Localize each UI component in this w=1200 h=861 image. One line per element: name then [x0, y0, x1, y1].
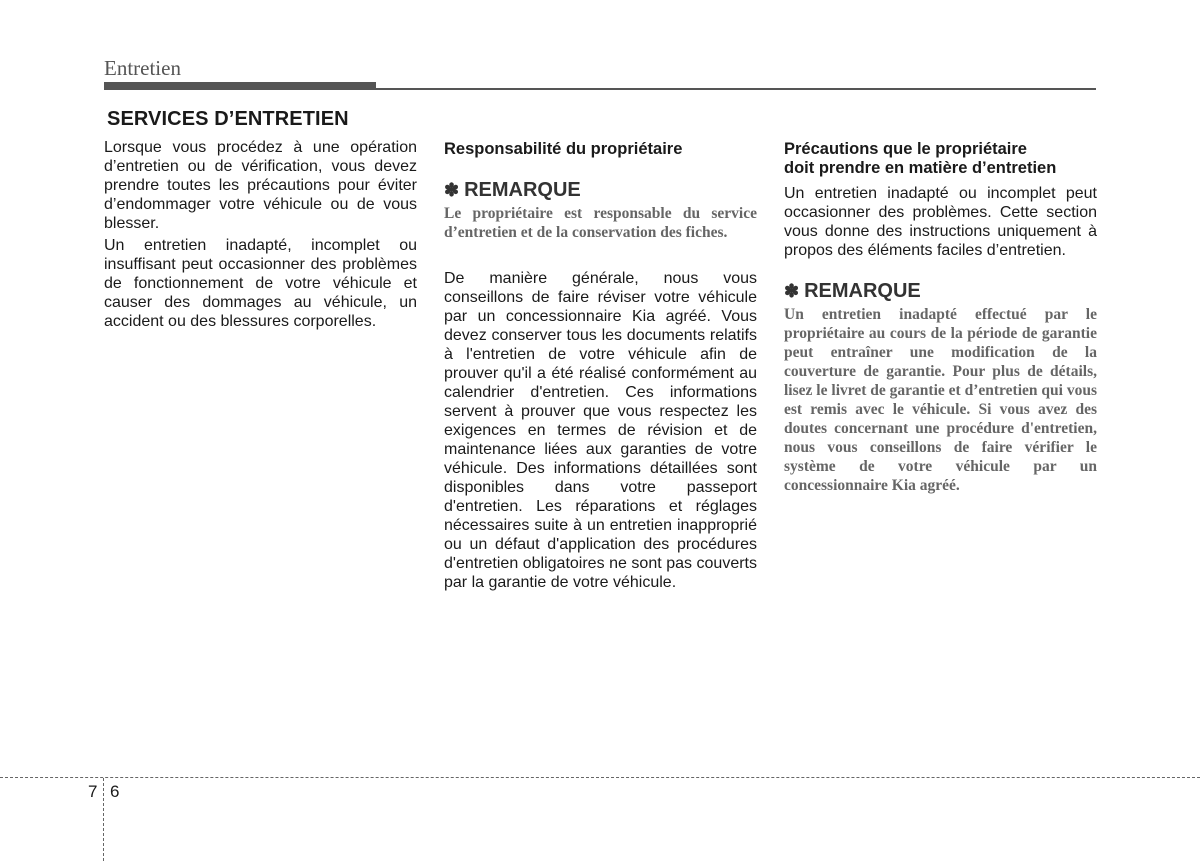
page-number: 6 [110, 782, 120, 801]
footer-divider [0, 777, 1200, 778]
note-block-2 [784, 280, 1097, 495]
note-title-label: REMARQUE [804, 280, 921, 302]
note-title-1 [444, 179, 757, 201]
column-3 [784, 140, 1097, 495]
owner-precautions-heading-line1: Précautions que le propriétaire [784, 140, 1027, 158]
chapter-title: Entretien [104, 56, 181, 80]
section-title: SERVICES D’ENTRETIEN [107, 108, 349, 130]
note-text-1: Le propriétaire est responsable du service d’entretien et de la conservation des fiches. [444, 205, 757, 241]
chapter-number: 7 [88, 782, 98, 801]
note-text-2: Un entretien inadapté effectué par le propriétaire au cours de la période de garantie peut entraîner une modification de la couverture de garantie. Pour plus de détails, lisez le livret de garantie et d’entretien qui vous est remis avec le véhicule. Si vous avez des doutes concernant une procédure d'entretien, nous vous conseillons de faire vérifier le système de votre véhicule par un concessionnaire Kia agréé. [784, 306, 1097, 494]
intro-paragraph-2: Un entretien inadapté, incomplet ou insuffisant peut occasionner des problèmes de fonctionnement de votre véhicule et causer des dommages au véhicule, un accident ou des blessures corporelles. [104, 237, 417, 330]
owner-precautions-heading [784, 140, 1097, 178]
column-1 [104, 138, 417, 331]
note-title-2 [784, 280, 1097, 302]
precautions-paragraph: Un entretien inadapté ou incomplet peut occasionner des problèmes. Cette section vous donne des instructions uniquement à propos des éléments faciles d’entretien. [784, 185, 1097, 259]
header-rule-thick [104, 82, 376, 90]
footer-vertical-divider [103, 778, 104, 861]
intro-paragraph-1: Lorsque vous procédez à une opération d’entretien ou de vérification, vous devez prendre toutes les précautions pour éviter d’endommager votre véhicule ou de vous blesser. [104, 139, 417, 232]
service-paragraph: De manière générale, nous vous conseillons de faire réviser votre véhicule par un concessionnaire Kia agréé. Vous devez conserver tous les documents relatifs à l'entretien de votre véhicule afin de prouver qu'il a été réalisé conformément au calendrier d'entretien. Ces informations servent à prouver que vous respectez les exigences en termes de révision et de maintenance liées aux garanties de votre véhicule. Des informations détaillées sont disponibles dans votre passeport d'entretien. Les réparations et réglages nécessaires suite à un entretien inapproprié ou un défaut d'application des procédures d'entretien obligatoires ne sont pas couverts par la garantie de votre véhicule. [444, 270, 757, 591]
note-title-label: REMARQUE [464, 179, 581, 201]
owner-responsibility-heading: Responsabilité du propriétaire [444, 140, 683, 158]
asterisk-icon: ✽ [444, 180, 460, 200]
header-rule-thin [376, 88, 1096, 90]
column-2 [444, 140, 757, 592]
note-block-1 [444, 179, 757, 242]
asterisk-icon: ✽ [784, 281, 800, 301]
owner-precautions-heading-line2: doit prendre en matière d’entretien [784, 159, 1057, 177]
